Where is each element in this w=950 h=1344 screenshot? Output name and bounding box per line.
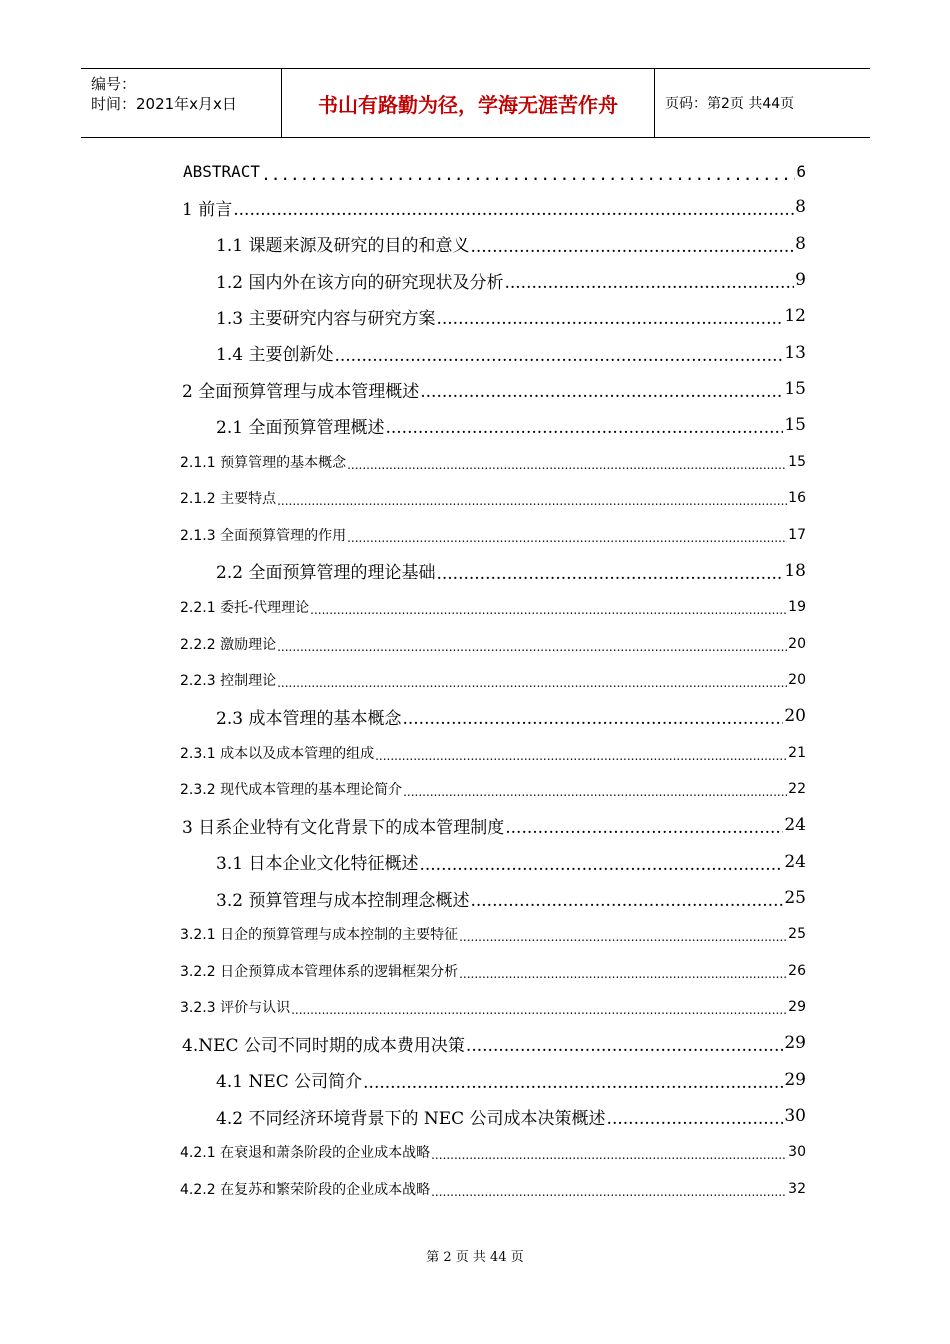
toc-entry-title: 2 全面预算管理与成本管理概述 <box>182 381 420 402</box>
toc-entry-title: 3.2.3 评价与认识 <box>180 1000 291 1017</box>
toc-entry-page: 15 <box>784 415 806 436</box>
toc-entry[interactable] <box>216 848 806 876</box>
page-footer: 第 2 页 共 44 页 <box>426 1250 524 1265</box>
toc-entry-page: 30 <box>788 1144 806 1161</box>
toc-entry-page: 25 <box>788 926 806 943</box>
toc-entry-page: 24 <box>784 815 806 836</box>
toc-dot-leader <box>402 709 783 729</box>
toc-entry-page: 20 <box>788 671 806 688</box>
toc-entry-page: 29 <box>784 1069 806 1090</box>
toc-entry-page: 20 <box>788 635 806 652</box>
toc-entry-title: 4.NEC 公司不同时期的成本费用决策 <box>182 1035 465 1056</box>
toc-entry-title: 2.2 全面预算管理的理论基础 <box>216 563 436 584</box>
toc-dot-leader <box>436 309 783 329</box>
toc-entry-page: 6 <box>796 161 806 181</box>
toc-entry-title: 1.3 主要研究内容与研究方案 <box>216 308 436 329</box>
toc-entry[interactable] <box>182 193 806 221</box>
toc-entry[interactable] <box>216 1102 806 1130</box>
toc-entry-page: 13 <box>784 342 806 363</box>
toc-dot-leader <box>277 640 787 654</box>
toc-dot-leader <box>431 1148 787 1162</box>
toc-entry-title: 4.2.1 在衰退和萧条阶段的企业成本战略 <box>180 1145 431 1162</box>
header-motto: 书山有路勤为径，学海无涯苦作舟 <box>318 92 618 117</box>
toc-dot-leader <box>277 494 787 508</box>
toc-entry-page: 20 <box>784 706 806 727</box>
toc-entry-title: 2.1.1 预算管理的基本概念 <box>180 454 347 471</box>
toc-dot-leader <box>261 165 795 184</box>
toc-entry-page: 22 <box>788 780 806 797</box>
toc-dot-leader <box>363 1073 783 1093</box>
toc-entry-title: 2.3 成本管理的基本概念 <box>216 708 402 729</box>
toc-entry[interactable] <box>180 521 806 549</box>
toc-dot-leader <box>431 1185 787 1199</box>
toc-entry[interactable] <box>216 411 806 439</box>
toc-entry[interactable] <box>216 339 806 367</box>
toc-entry[interactable] <box>216 266 806 294</box>
toc-entry[interactable] <box>216 230 806 258</box>
toc-entry[interactable] <box>216 302 806 330</box>
header-meta <box>81 69 281 137</box>
toc-entry-page: 26 <box>788 962 806 979</box>
toc-entry[interactable] <box>180 957 806 985</box>
toc-dot-leader <box>375 749 787 763</box>
toc-entry-title: 1.1 课题来源及研究的目的和意义 <box>216 236 470 257</box>
toc-dot-leader <box>277 676 787 690</box>
toc-entry[interactable] <box>180 993 806 1021</box>
toc-entry-title: 2.3.2 现代成本管理的基本理论简介 <box>180 781 403 798</box>
toc-entry[interactable] <box>180 630 806 658</box>
toc-dot-leader <box>233 200 794 220</box>
toc-dot-leader <box>291 1003 787 1017</box>
toc-entry[interactable] <box>216 702 806 730</box>
toc-entry[interactable] <box>180 448 806 476</box>
toc-entry[interactable] <box>182 1029 806 1057</box>
toc-dot-leader <box>310 603 787 617</box>
toc-dot-leader <box>459 967 787 981</box>
toc-entry[interactable] <box>183 157 806 185</box>
toc-entry-title: 3.1 日本企业文化特征概述 <box>216 854 419 875</box>
toc-entry-page: 18 <box>784 560 806 581</box>
toc-dot-leader <box>436 564 783 584</box>
toc-entry-page: 17 <box>788 526 806 543</box>
toc-entry-page: 32 <box>788 1180 806 1197</box>
toc-entry[interactable] <box>180 593 806 621</box>
toc-entry-page: 29 <box>788 999 806 1016</box>
toc-entry-title: 2.2.3 控制理论 <box>180 672 277 689</box>
toc-entry[interactable] <box>216 1066 806 1094</box>
toc-entry[interactable] <box>180 1138 806 1166</box>
toc-entry[interactable] <box>180 739 806 767</box>
toc-entry[interactable] <box>180 484 806 512</box>
toc-entry[interactable] <box>180 775 806 803</box>
toc-entry-title: 3.2.1 日企的预算管理与成本控制的主要特征 <box>180 927 459 944</box>
toc-dot-leader <box>459 930 787 944</box>
toc-entry-title: 4.1 NEC 公司简介 <box>216 1072 363 1093</box>
toc-entry-title: 1 前言 <box>182 199 233 220</box>
toc-entry-title: 2.3.1 成本以及成本管理的组成 <box>180 745 375 762</box>
toc-dot-leader <box>347 458 787 472</box>
toc-entry-title: 2.1.3 全面预算管理的作用 <box>180 527 347 544</box>
toc-dot-leader <box>504 273 794 293</box>
toc-entry-title: 3.2 预算管理与成本控制理念概述 <box>216 890 470 911</box>
toc-dot-leader <box>403 785 787 799</box>
header-number-label: 编号： <box>91 75 137 93</box>
toc-entry-page: 30 <box>784 1106 806 1127</box>
toc-entry-title: 1.2 国内外在该方向的研究现状及分析 <box>216 272 504 293</box>
toc-entry[interactable] <box>180 920 806 948</box>
toc-entry-page: 8 <box>795 233 806 254</box>
toc-entry-page: 29 <box>784 1033 806 1054</box>
toc-entry[interactable] <box>216 557 806 585</box>
toc-entry-title: 3.2.2 日企预算成本管理体系的逻辑框架分析 <box>180 963 459 980</box>
toc-entry-title: 3 日系企业特有文化背景下的成本管理制度 <box>182 817 505 838</box>
toc-dot-leader <box>419 855 783 875</box>
document-header <box>81 68 870 138</box>
toc-dot-leader <box>347 531 787 545</box>
header-page-info: 页码：第2页 共44页 <box>665 96 795 112</box>
toc-entry-page: 16 <box>788 490 806 507</box>
toc-entry-page: 25 <box>784 888 806 908</box>
toc-dot-leader <box>334 346 783 366</box>
toc-entry[interactable] <box>180 666 806 694</box>
toc-dot-leader <box>470 237 794 257</box>
toc-entry-page: 8 <box>795 197 806 218</box>
toc-dot-leader <box>420 382 783 402</box>
toc-dot-leader <box>607 1109 784 1129</box>
toc-entry-title: 2.2.2 激励理论 <box>180 636 277 653</box>
toc-entry-title: 2.1 全面预算管理概述 <box>216 417 385 438</box>
toc-entry-title: ABSTRACT <box>183 161 261 181</box>
toc-entry-page: 12 <box>784 306 806 327</box>
toc-entry[interactable] <box>180 1175 806 1203</box>
header-date: 时间：2021年x月x日 <box>91 95 237 113</box>
toc-entry-title: 2.2.1 委托-代理理论 <box>180 600 310 617</box>
header-divider-right <box>654 69 655 137</box>
toc-entry-page: 24 <box>784 851 806 872</box>
toc-entry-page: 9 <box>795 270 806 291</box>
toc-dot-leader <box>466 1036 783 1056</box>
toc-dot-leader <box>470 891 783 911</box>
toc-entry-page: 15 <box>784 379 806 400</box>
toc-entry-page: 19 <box>788 599 806 616</box>
toc-entry-page: 21 <box>788 744 806 761</box>
toc-entry-page: 15 <box>788 453 806 470</box>
toc-entry[interactable] <box>182 375 806 403</box>
toc-entry-title: 1.4 主要创新处 <box>216 345 334 366</box>
toc-entry[interactable] <box>182 811 806 839</box>
toc-entry-title: 2.1.2 主要特点 <box>180 491 277 508</box>
toc-dot-leader <box>385 418 783 438</box>
toc-entry-title: 4.2 不同经济环境背景下的 NEC 公司成本决策概述 <box>216 1108 606 1129</box>
toc-entry-title: 4.2.2 在复苏和繁荣阶段的企业成本战略 <box>180 1181 431 1198</box>
toc-entry[interactable] <box>216 884 806 912</box>
toc-dot-leader <box>505 818 783 838</box>
